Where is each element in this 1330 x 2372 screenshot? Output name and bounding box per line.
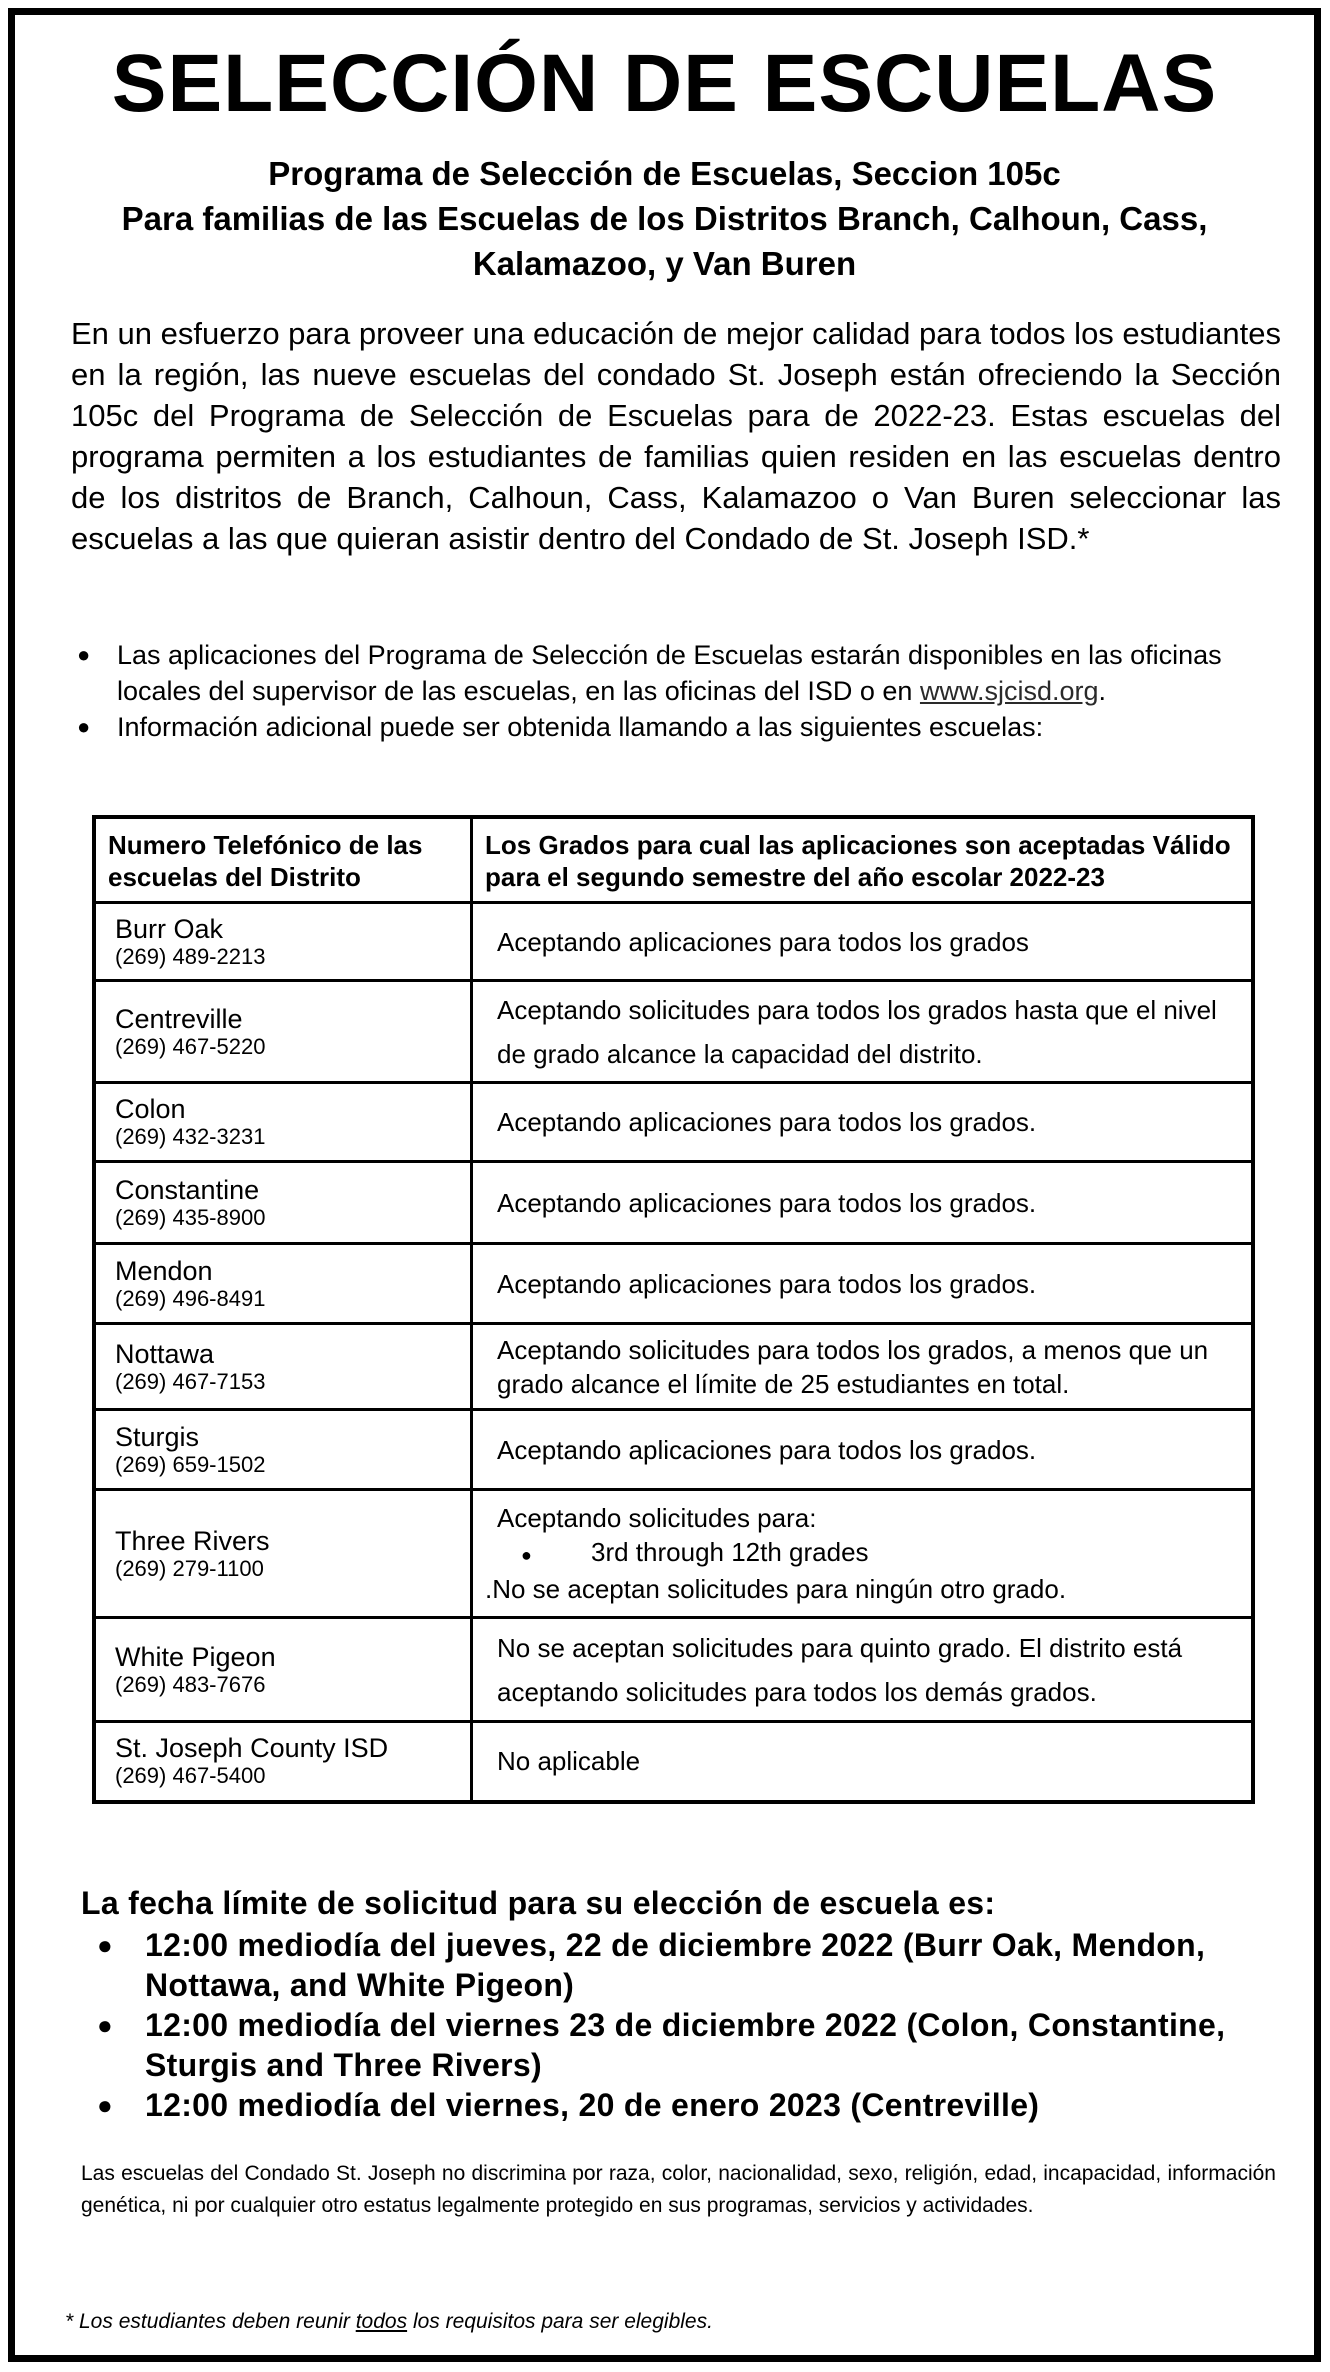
subtitle-line-2: Para familias de las Escuelas de los Distritos Branch, Calhoun, Cass, Kalamazoo, y Van Buren (121, 200, 1208, 282)
school-name: Sturgis (115, 1421, 200, 1452)
deadline-section (81, 1883, 1281, 2125)
status-bullet (485, 1535, 1239, 1571)
school-cell (94, 981, 472, 1083)
status-cell: Aceptando aplicaciones para todos los grados. (472, 1083, 1254, 1162)
school-cell (94, 1490, 472, 1618)
page-title: SELECCIÓN DE ESCUELAS (111, 38, 1218, 129)
bullet-applications-text: Las aplicaciones del Programa de Selección de Escuelas estarán disponibles en las oficinas locales del supervisor de las escuelas, en las oficinas del ISD o en (117, 640, 1222, 706)
nondiscrimination-notice: Las escuelas del Condado St. Joseph no discrimina por raza, color, nacionalidad, sexo, religión, edad, incapacidad, información genética, ni por cualquier otro estatus legalmente protegido en sus programas, servicios y actividades. (81, 2162, 1276, 2217)
status-cell (472, 1490, 1254, 1618)
school-cell (94, 1618, 472, 1722)
bullet-dot-icon: ● (521, 1544, 532, 1565)
deadline-heading: La fecha límite de solicitud para su elección de escuela es: (81, 1885, 996, 1921)
bullet-applications-end: . (1098, 676, 1107, 706)
status-cell: Aceptando solicitudes para todos los grados, a menos que un grado alcance el límite de 25 estudiantes en total. (472, 1324, 1254, 1410)
header-phone-column: Numero Telefónico de las escuelas del Distrito (94, 817, 472, 903)
footnote-emphasis: todos (355, 2310, 408, 2333)
school-cell (94, 1410, 472, 1490)
table-row (94, 903, 1253, 981)
header-grades-column: Los Grados para cual las aplicaciones son aceptadas Válido para el segundo semestre del año escolar 2022-23 (472, 817, 1254, 903)
school-name: St. Joseph County ISD (115, 1733, 389, 1764)
school-cell (94, 1244, 472, 1324)
table-row (94, 1618, 1253, 1722)
footnote-text-end: los requisitos para ser elegibles. (412, 2310, 713, 2333)
school-phone: (269) 467-5400 (115, 1763, 266, 1789)
school-phone: (269) 432-3231 (115, 1124, 266, 1149)
school-cell (94, 1162, 472, 1244)
school-name: Colon (115, 1094, 186, 1124)
table-row (94, 1722, 1253, 1802)
status-cell: Aceptando aplicaciones para todos los grados. (472, 1410, 1254, 1490)
status-bullet-text: 3rd through 12th grades (591, 1537, 869, 1568)
status-cell: Aceptando aplicaciones para todos los grados. (472, 1162, 1254, 1244)
school-phone: (269) 467-5220 (115, 1033, 266, 1059)
school-name: White Pigeon (115, 1641, 276, 1672)
website-link[interactable]: www.sjcisd.org (919, 676, 1099, 706)
school-name: Mendon (115, 1255, 213, 1286)
table-row (94, 1490, 1253, 1618)
status-line: Aceptando solicitudes para: (497, 1503, 817, 1534)
status-cell: Aceptando aplicaciones para todos los grados (472, 903, 1254, 981)
footnote-text: * Los estudiantes deben reunir (65, 2310, 350, 2333)
school-name: Three Rivers (115, 1525, 270, 1556)
info-bullets (75, 637, 1275, 745)
bullet-applications (75, 637, 1275, 709)
intro-paragraph: En un esfuerzo para proveer una educación de mejor calidad para todos los estudiantes en la región, las nueve escuelas del condado St. Joseph están ofreciendo la Sección 105c del Programa de Selección de Escuelas para de 2022-23. Estas escuelas del programa permiten a los estudiantes de familias quien residen en las escuelas dentro de los distritos de Branch, Calhoun, Cass, Kalamazoo o Van Buren seleccionar las escuelas a las que quieran asistir dentro del Condado de St. Joseph ISD.* (71, 316, 1281, 556)
school-phone: (269) 496-8491 (115, 1285, 266, 1311)
table-row (94, 1083, 1253, 1162)
subtitle-line-1: Programa de Selección de Escuelas, Seccion 105c (268, 155, 1061, 192)
status-cell: Aceptando solicitudes para todos los grados hasta que el nivel de grado alcance la capacidad del distrito. (472, 981, 1254, 1083)
school-cell (94, 1722, 472, 1802)
school-name: Nottawa (115, 1338, 215, 1369)
status-cell: Aceptando aplicaciones para todos los grados. (472, 1244, 1254, 1324)
table-row (94, 1162, 1253, 1244)
school-phone: (269) 467-7153 (115, 1368, 266, 1394)
table-row (94, 1324, 1253, 1410)
school-phone: (269) 483-7676 (115, 1671, 266, 1697)
school-phone: (269) 435-8900 (115, 1204, 266, 1230)
table-row (94, 1410, 1253, 1490)
deadline-item: ● 12:00 mediodía del viernes 23 de diciembre 2022 (Colon, Constantine, Sturgis and Three Rivers) (97, 2005, 1281, 2085)
status-cell: No aplicable (472, 1722, 1254, 1802)
status-line: .No se aceptan solicitudes para ningún otro grado. (485, 1573, 1067, 1604)
page-border (8, 8, 1321, 2362)
deadline-item: ● 12:00 mediodía del jueves, 22 de diciembre 2022 (Burr Oak, Mendon, Nottawa, and White Pigeon) (97, 1925, 1281, 2005)
school-phone: (269) 489-2213 (115, 943, 266, 969)
deadline-item: ● 12:00 mediodía del viernes, 20 de enero 2023 (Centreville) (97, 2085, 1281, 2125)
school-phone: (269) 279-1100 (115, 1555, 264, 1581)
school-cell (94, 1083, 472, 1162)
school-cell (94, 903, 472, 981)
school-name: Burr Oak (115, 913, 224, 944)
table-row (94, 981, 1253, 1083)
schools-table (92, 815, 1255, 1804)
school-phone: (269) 659-1502 (115, 1451, 266, 1477)
status-cell: No se aceptan solicitudes para quinto grado. El distrito está aceptando solicitudes para todos los demás grados. (472, 1618, 1254, 1722)
school-cell (94, 1324, 472, 1410)
table-row (94, 1244, 1253, 1324)
table-header-row (94, 817, 1253, 903)
subtitle (45, 151, 1284, 286)
eligibility-footnote (65, 2309, 713, 2335)
bullet-more-info: ● Información adicional puede ser obtenida llamando a las siguientes escuelas: (75, 709, 1275, 745)
deadline-list (81, 1925, 1281, 2125)
school-name: Centreville (115, 1003, 243, 1034)
school-name: Constantine (115, 1174, 260, 1205)
